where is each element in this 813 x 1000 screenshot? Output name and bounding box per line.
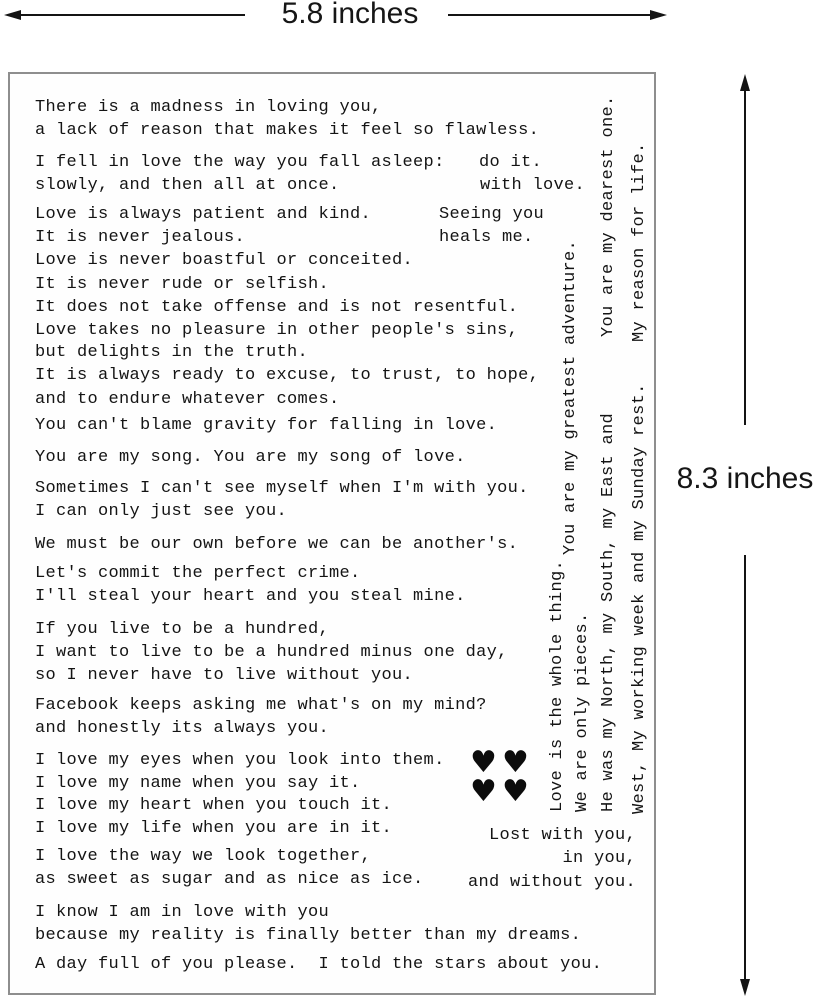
vertical-quote-dearest: You are my dearest one. bbox=[599, 95, 618, 337]
quote-line: I fell in love the way you fall asleep: bbox=[35, 153, 445, 172]
width-arrow-line-left bbox=[19, 14, 245, 16]
quote-line: It is always ready to excuse, to trust, to hope, bbox=[35, 366, 540, 385]
vertical-quote-west: West, My working week and my Sunday rest. bbox=[630, 383, 649, 814]
quote-line: If you live to be a hundred, bbox=[35, 620, 330, 639]
vertical-quote-adventure: You are my greatest adventure. bbox=[561, 239, 580, 555]
quote-line: We must be our own before we can be another's. bbox=[35, 535, 519, 554]
quote-line: There is a madness in loving you, bbox=[35, 98, 382, 117]
quote-line: I want to live to be a hundred minus one day, bbox=[35, 643, 508, 662]
height-label: 8.3 inches bbox=[676, 462, 813, 495]
heart-icon: ♥ bbox=[502, 774, 530, 809]
heart-icon: ♥ bbox=[470, 745, 498, 780]
arrow-down-icon bbox=[740, 979, 750, 996]
height-arrow-line-bottom bbox=[744, 555, 746, 979]
quote-line: Love is always patient and kind. bbox=[35, 205, 372, 224]
width-label: 5.8 inches bbox=[281, 0, 419, 30]
quote-line: I love my life when you are in it. bbox=[35, 819, 393, 838]
note-and-without-you: and without you. bbox=[467, 873, 636, 892]
quote-line: You can't blame gravity for falling in love. bbox=[35, 416, 498, 435]
note-do-it: do it. bbox=[479, 153, 543, 172]
note-with-love: with love. bbox=[480, 176, 586, 195]
quote-line: Sometimes I can't see myself when I'm with you. bbox=[35, 479, 529, 498]
quote-line: and to endure whatever comes. bbox=[35, 390, 340, 409]
quote-line: Love is never boastful or conceited. bbox=[35, 251, 414, 270]
vertical-quote-whole-thing: Love is the whole thing. bbox=[548, 559, 567, 812]
quote-line: I'll steal your heart and you steal mine. bbox=[35, 587, 466, 606]
quote-line: so I never have to live without you. bbox=[35, 666, 414, 685]
note-heals-me: heals me. bbox=[439, 228, 534, 247]
quote-line: I love my heart when you touch it. bbox=[35, 796, 393, 815]
quote-line: because my reality is finally better than my dreams. bbox=[35, 926, 582, 945]
quote-line: a lack of reason that makes it feel so flawless. bbox=[35, 121, 540, 140]
vertical-quote-north: He was my North, my South, my East and bbox=[599, 412, 618, 812]
height-arrow-line-top bbox=[744, 89, 746, 425]
arrow-right-icon bbox=[650, 10, 667, 20]
quote-line: and honestly its always you. bbox=[35, 719, 330, 738]
quote-line: slowly, and then all at once. bbox=[35, 176, 340, 195]
quote-line: I love my eyes when you look into them. bbox=[35, 751, 445, 770]
heart-icon: ♥ bbox=[502, 745, 530, 780]
quote-line: I know I am in love with you bbox=[35, 903, 330, 922]
quote-line: You are my song. You are my song of love. bbox=[35, 448, 466, 467]
vertical-quote-pieces: We are only pieces. bbox=[573, 612, 592, 812]
quote-line: I can only just see you. bbox=[35, 502, 288, 521]
quote-line: but delights in the truth. bbox=[35, 343, 309, 362]
quote-line: I love the way we look together, bbox=[35, 847, 372, 866]
stamp-sheet bbox=[8, 72, 656, 995]
quote-line: It is never jealous. bbox=[35, 228, 246, 247]
note-lost-with-you: Lost with you, bbox=[488, 826, 636, 845]
quote-line: A day full of you please. I told the stars about you. bbox=[35, 955, 603, 974]
quote-line: I love my name when you say it. bbox=[35, 774, 361, 793]
width-arrow-line-right bbox=[448, 14, 651, 16]
quote-line: It does not take offense and is not resentful. bbox=[35, 298, 519, 317]
quote-line: Let's commit the perfect crime. bbox=[35, 564, 361, 583]
vertical-quote-reason: My reason for life. bbox=[630, 142, 649, 342]
quote-line: It is never rude or selfish. bbox=[35, 275, 330, 294]
note-in-you: in you, bbox=[562, 849, 636, 868]
quote-line: as sweet as sugar and as nice as ice. bbox=[35, 870, 424, 889]
heart-icon: ♥ bbox=[470, 774, 498, 809]
quote-line: Facebook keeps asking me what's on my mind? bbox=[35, 696, 487, 715]
quote-line: Love takes no pleasure in other people's sins, bbox=[35, 321, 519, 340]
note-seeing-you: Seeing you bbox=[439, 205, 545, 224]
